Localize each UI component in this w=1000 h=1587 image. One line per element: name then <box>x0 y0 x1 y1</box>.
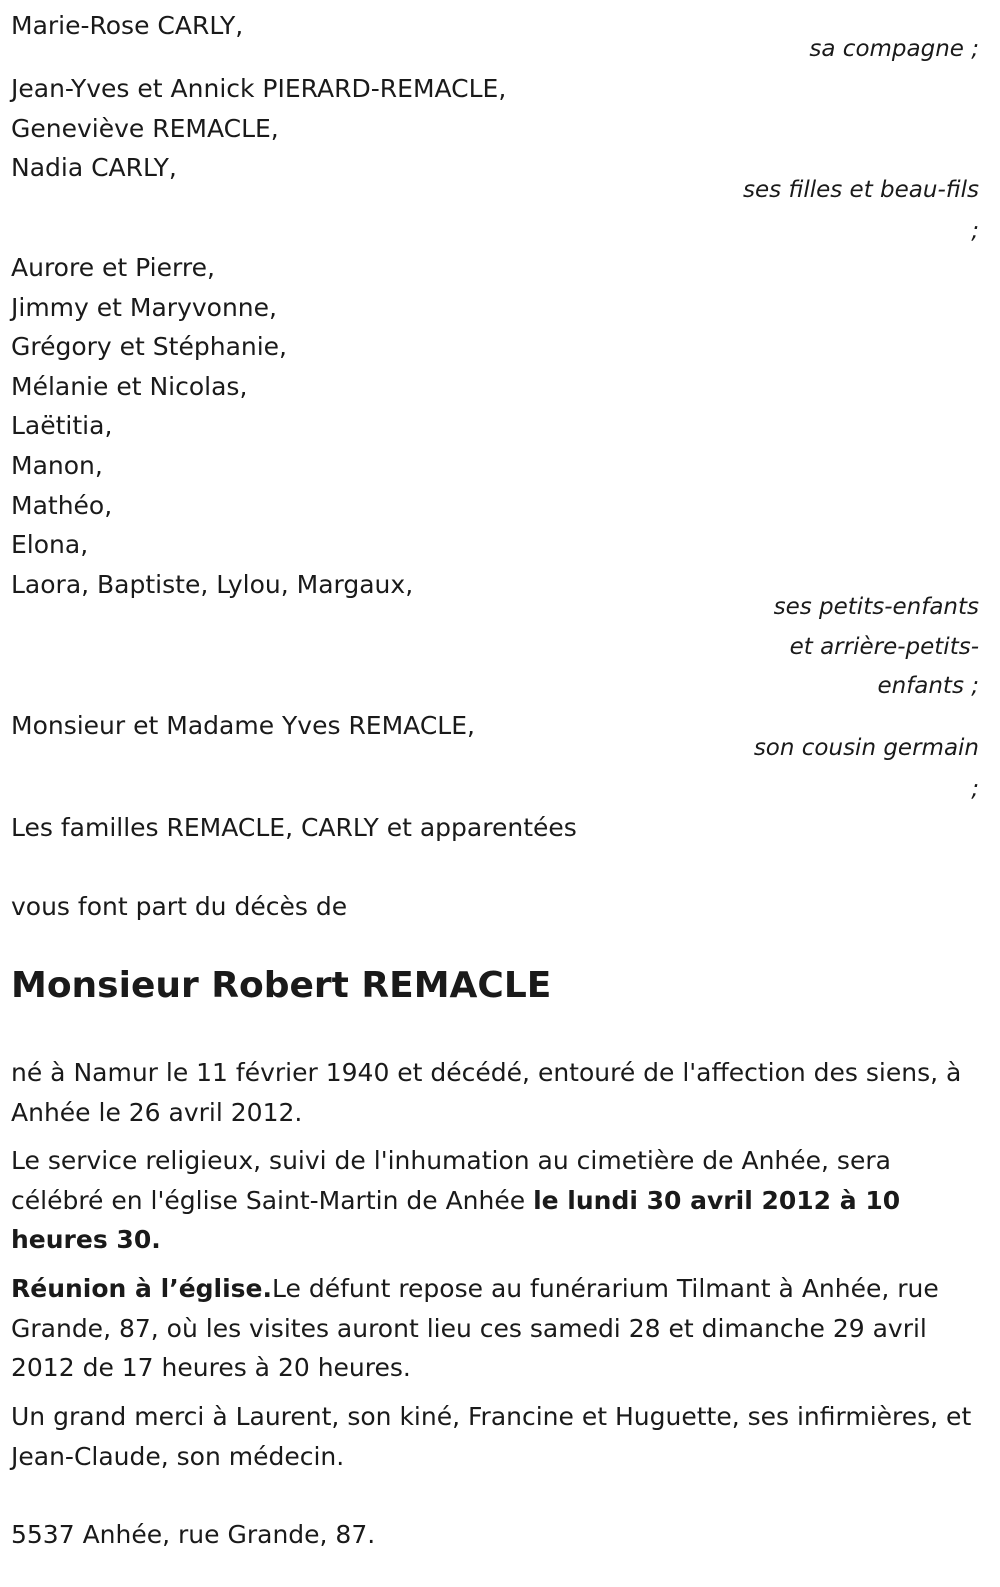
list-item: Elona, <box>11 530 89 560</box>
list-item: Nadia CARLY, <box>11 153 177 183</box>
children-role: ses filles et beau-fils <box>743 177 979 203</box>
deceased-name: Monsieur Robert REMACLE <box>11 965 552 1006</box>
announcement-text: vous font part du décès de <box>11 892 348 921</box>
grandchildren-list <box>11 248 413 604</box>
service-paragraph <box>11 1141 976 1260</box>
list-item: Mélanie et Nicolas, <box>11 371 248 401</box>
companion-role: sa compagne ; <box>809 36 979 62</box>
grandchildren-role-line1: ses petits-enfants <box>773 594 979 620</box>
companion-name: Marie-Rose CARLY, <box>11 11 244 40</box>
list-item: Jimmy et Maryvonne, <box>11 292 277 322</box>
grandchildren-role-line3: enfants ; <box>877 673 979 699</box>
list-item: Manon, <box>11 450 103 480</box>
list-item: Grégory et Stéphanie, <box>11 332 288 362</box>
cousin-role: son cousin germain <box>753 735 979 761</box>
address-line: 5537 Anhée, rue Grande, 87. <box>11 1520 376 1549</box>
list-item: Laëtitia, <box>11 411 113 441</box>
children-role-end: ; <box>971 218 979 244</box>
families-line: Les familles REMACLE, CARLY et apparentées <box>11 813 577 842</box>
list-item: Laora, Baptiste, Lylou, Margaux, <box>11 569 414 599</box>
children-list <box>11 69 506 188</box>
list-item: Jean-Yves et Annick PIERARD-REMACLE, <box>11 74 507 103</box>
birth-death-paragraph: né à Namur le 11 février 1940 et décédé, entouré de l'affection des siens, à Anhée le 26 avril 2012. <box>11 1058 962 1127</box>
cousin-name: Monsieur et Madame Yves REMACLE, <box>11 711 475 740</box>
list-item: Mathéo, <box>11 490 113 520</box>
service-date: le lundi 30 avril 2012 à 10 heures 30. <box>11 1185 901 1255</box>
cousin-role-end: ; <box>971 776 979 802</box>
visits-text: Le défunt repose au funérarium Tilmant à Anhée, rue Grande, 87, où les visites auront lieu ces samedi 28 et dimanche 29 avril 2012 de 17 heures à 20 heures. <box>11 1274 939 1383</box>
meeting-text: Réunion à l’église. <box>11 1274 273 1303</box>
thanks-paragraph: Un grand merci à Laurent, son kiné, Francine et Huguette, ses infirmières, et Jean-Claude, son médecin. <box>11 1402 972 1471</box>
service-text: Le service religieux, suivi de l'inhumation au cimetière de Anhée, sera célébré en l'église Saint-Martin de Anhée <box>11 1146 891 1215</box>
list-item: Geneviève REMACLE, <box>11 113 279 143</box>
visits-paragraph <box>11 1269 976 1388</box>
grandchildren-role-line2: et arrière-petits- <box>789 634 979 660</box>
list-item: Aurore et Pierre, <box>11 253 215 282</box>
